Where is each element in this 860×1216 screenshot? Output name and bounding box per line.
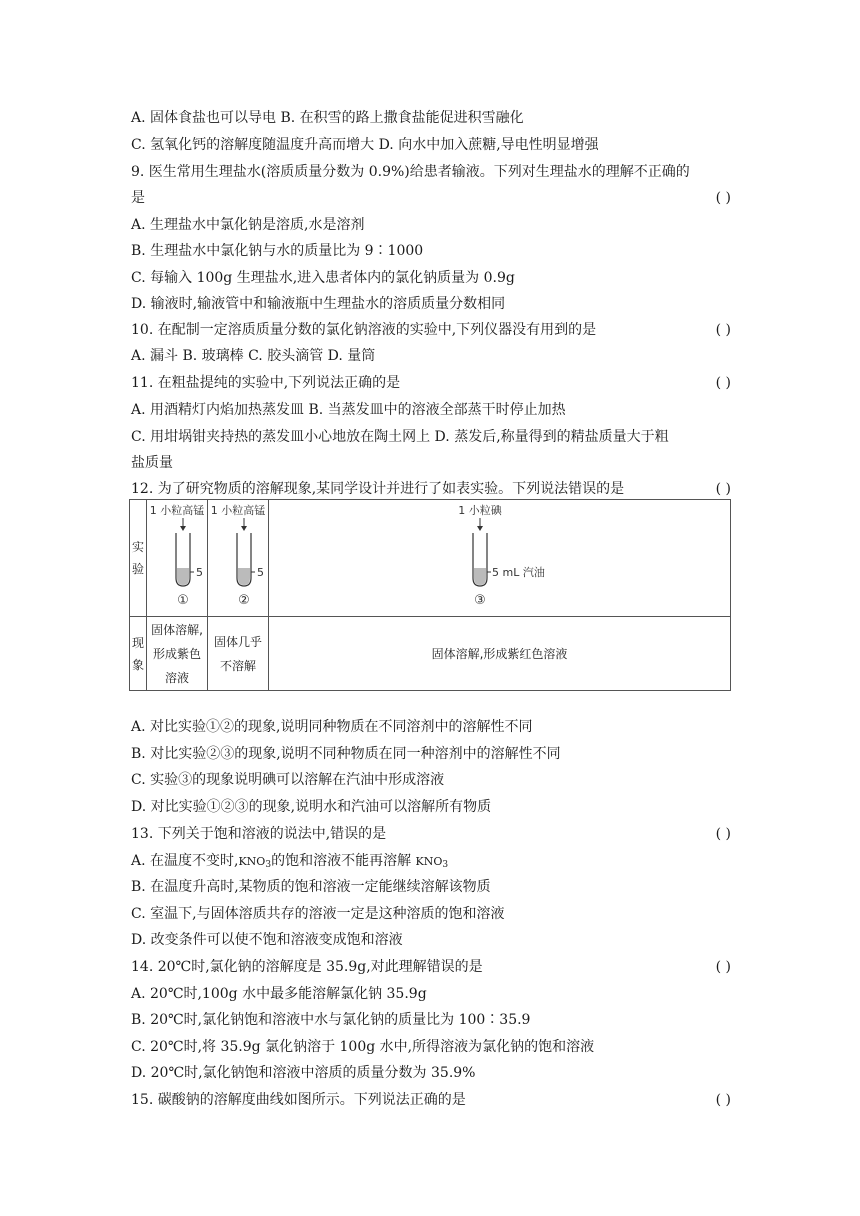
q9-option-d: D. 输液时,输液管中和输液瓶中生理盐水的溶质质量分数相同 — [131, 296, 506, 312]
q10-options: A. 漏斗 B. 玻璃棒 C. 胶头滴管 D. 量筒 — [131, 348, 376, 364]
experiment-row-header: 实验 — [130, 500, 147, 617]
q13-option-c: C. 室温下,与固体溶质共存的溶液一定是这种溶质的饱和溶液 — [131, 906, 505, 922]
test-tube-2-illustration — [208, 500, 268, 612]
tube1-volume: 5 — [196, 566, 203, 579]
q14-option-c: C. 20℃时,将 35.9g 氯化钠溶于 100g 水中,所得溶液为氯化钠的饱和溶液 — [131, 1039, 595, 1055]
experiment-cell-1 — [147, 500, 208, 617]
q12-option-d: D. 对比实验①②③的现象,说明水和汽油可以溶解所有物质 — [131, 799, 492, 815]
q11-options-ab: A. 用酒精灯内焰加热蒸发皿 B. 当蒸发皿中的溶液全部蒸干时停止加热 — [131, 402, 566, 418]
q9-stem-end: 是 ( ) — [131, 190, 731, 206]
test-tube-1-illustration — [147, 500, 207, 612]
q15-stem: 15. 碳酸钠的溶解度曲线如图所示。下列说法正确的是 ( ) — [131, 1092, 731, 1108]
q11-options-cd: C. 用坩埚钳夹持热的蒸发皿小心地放在陶土网上 D. 蒸发后,称量得到的精盐质量大于粗 — [131, 429, 669, 445]
q9-option-a: A. 生理盐水中氯化钠是溶质,水是溶剂 — [131, 217, 365, 233]
q14-option-b: B. 20℃时,氯化钠饱和溶液中水与氯化钠的质量比为 100∶35.9 — [131, 1012, 531, 1028]
tube3-label: 1 小粒碘 — [457, 504, 502, 517]
q13-option-a: A. 在温度不变时$,KNO_3$的饱和溶液不能再溶解 $KNO_3$ — [131, 853, 449, 870]
q13-option-b: B. 在温度升高时,某物质的饱和溶液一定能继续溶解该物质 — [131, 879, 491, 895]
q14-option-d: D. 20℃时,氯化钠饱和溶液中溶质的质量分数为 35.9% — [131, 1065, 476, 1081]
q13-stem: 13. 下列关于饱和溶液的说法中,错误的是 ( ) — [131, 826, 731, 842]
q12-option-c: C. 实验③的现象说明碘可以溶解在汽油中形成溶液 — [131, 772, 445, 788]
q12-option-b: B. 对比实验②③的现象,说明不同种物质在同一种溶剂中的溶解性不同 — [131, 746, 561, 762]
answer-blank: ( ) — [715, 1092, 731, 1108]
experiment-table — [129, 499, 731, 691]
test-tube-3-illustration — [270, 500, 730, 612]
experiment-cell-2 — [208, 500, 269, 617]
tube3-number: ③ — [473, 593, 486, 608]
q8-options-ab: A. 固体食盐也可以导电 B. 在积雪的路上撒食盐能促进积雪融化 — [131, 110, 524, 126]
q14-stem: 14. 20℃时,氯化钠的溶解度是 35.9g,对此理解错误的是 ( ) — [131, 959, 731, 975]
tube1-number: ① — [177, 593, 189, 608]
q9-option-c: C. 每输入 100g 生理盐水,进入患者体内的氯化钠质量为 0.9g — [131, 270, 515, 286]
q12-stem: 12. 为了研究物质的溶解现象,某同学设计并进行了如表实验。下列说法错误的是 ( ) — [131, 481, 731, 497]
tube2-label: 1 小粒高锰 — [210, 504, 266, 517]
q11-stem: 11. 在粗盐提纯的实验中,下列说法正确的是 ( ) — [131, 375, 731, 391]
answer-blank: ( ) — [715, 322, 731, 338]
q9-option-b: B. 生理盐水中氯化钠与水的质量比为 9∶1000 — [131, 243, 424, 259]
q12-option-a: A. 对比实验①②的现象,说明同种物质在不同溶剂中的溶解性不同 — [131, 719, 533, 735]
q10-stem: 10. 在配制一定溶质质量分数的氯化钠溶液的实验中,下列仪器没有用到的是 ( ) — [131, 322, 731, 338]
answer-blank: ( ) — [715, 190, 731, 206]
answer-blank: ( ) — [715, 826, 731, 842]
tube2-number: ② — [238, 593, 250, 608]
observation-2: 固体几乎不溶解 — [208, 617, 269, 691]
answer-blank: ( ) — [715, 481, 731, 497]
q13-option-d: D. 改变条件可以使不饱和溶液变成饱和溶液 — [131, 932, 403, 948]
tube1-label: 1 小粒高锰 — [149, 504, 205, 517]
observation-1: 固体溶解,形成紫色溶液 — [147, 617, 208, 691]
tube2-volume: 5 — [257, 566, 264, 579]
answer-blank: ( ) — [715, 375, 731, 391]
q11-option-d-end: 盐质量 — [131, 455, 173, 471]
observation-row-header: 现象 — [130, 617, 147, 691]
q14-option-a: A. 20℃时,100g 水中最多能溶解氯化钠 35.9g — [131, 986, 427, 1002]
tube3-volume: 5 mL 汽油 — [491, 566, 545, 579]
answer-blank: ( ) — [715, 959, 731, 975]
q8-options-cd: C. 氢氧化钙的溶解度随温度升高而增大 D. 向水中加入蔗糖,导电性明显增强 — [131, 137, 599, 153]
q9-stem: 9. 医生常用生理盐水(溶质质量分数为 0.9%)给患者输液。下列对生理盐水的理解不正确的 — [131, 164, 690, 180]
experiment-cell-3 — [269, 500, 731, 617]
observation-3: 固体溶解,形成紫红色溶液 — [269, 617, 731, 691]
